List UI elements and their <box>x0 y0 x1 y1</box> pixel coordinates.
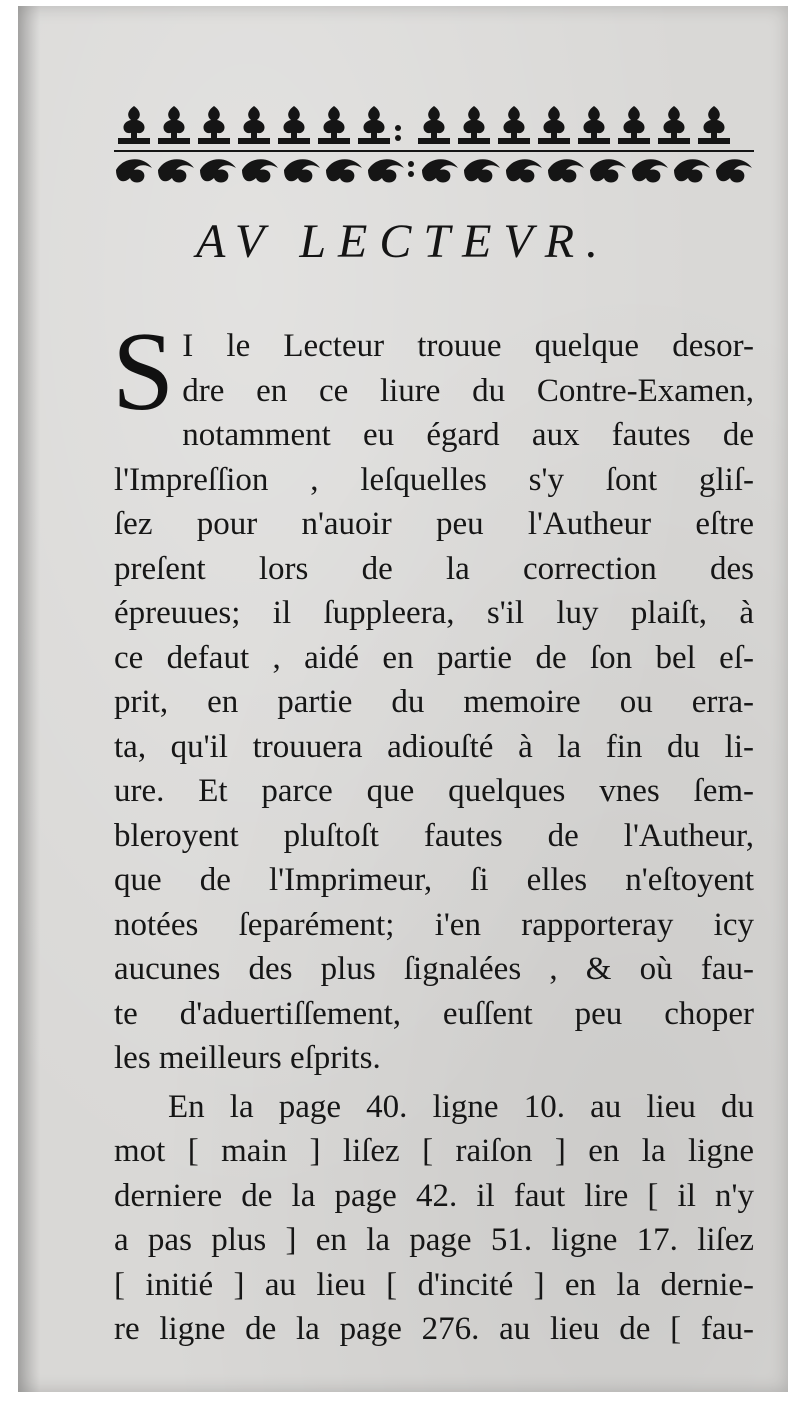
book-page <box>18 6 788 1392</box>
text-line: que de l'Imprimeur, ſi elles n'eſtoyent <box>114 862 754 898</box>
text-line: l'Impreſſion , leſquelles s'y ſont gliſ- <box>114 461 754 498</box>
text-line: ure. Et parce que quelques vnes ſem- <box>114 773 754 809</box>
text-line: I le Lecteur trouue quelque desor- <box>182 328 754 364</box>
text-line: ce defaut , aidé en partie de ſon bel eſ- <box>114 639 754 676</box>
text-line: notamment eu égard aux fautes de <box>182 417 754 453</box>
text-line: derniere de la page 42. il faut lire [ il n'y <box>114 1177 754 1214</box>
page-title: AV LECTEVR. <box>195 215 611 268</box>
text-line: notées ſeparément; i'en rapporteray icy <box>114 906 754 943</box>
text-line: te d'aduertiſſement, euſſent peu choper <box>114 995 754 1032</box>
text-line: aucunes des plus ſignalées , & où fau- <box>114 951 754 987</box>
text-line: ſez pour n'auoir peu l'Autheur eſtre <box>114 506 754 542</box>
text-line: mot [ main ] liſez [ raiſon ] en la ligne <box>114 1133 754 1169</box>
text-line: ta, qu'il trouuera adiouſté à la fin du li- <box>114 728 754 765</box>
text-line: épreuues; il ſuppleera, s'il luy plaiſt, à <box>114 595 754 631</box>
main-text <box>112 310 754 1352</box>
paragraph-1 <box>112 310 754 1081</box>
text-line: preſent lors de la correction des <box>114 550 754 587</box>
paragraph-2 <box>114 1085 754 1352</box>
text-line: [ initié ] au lieu [ d'incité ] en la dernie- <box>114 1266 754 1303</box>
decorative-headpiece <box>114 98 754 188</box>
text-line: re ligne de la page 276. au lieu de [ fau- <box>114 1311 754 1347</box>
text-line: bleroyent pluſtoſt fautes de l'Autheur, <box>114 817 754 854</box>
text-line: les meilleurs eſprits. <box>114 1040 381 1076</box>
text-line: dre en ce liure du Contre-Examen, <box>182 372 754 409</box>
text-line: prit, en partie du memoire ou erra- <box>114 684 754 720</box>
text-line: En la page 40. ligne 10. au lieu du <box>168 1088 754 1125</box>
drop-cap: S <box>112 310 175 434</box>
text-line: a pas plus ] en la page 51. ligne 17. liſez <box>114 1222 754 1258</box>
